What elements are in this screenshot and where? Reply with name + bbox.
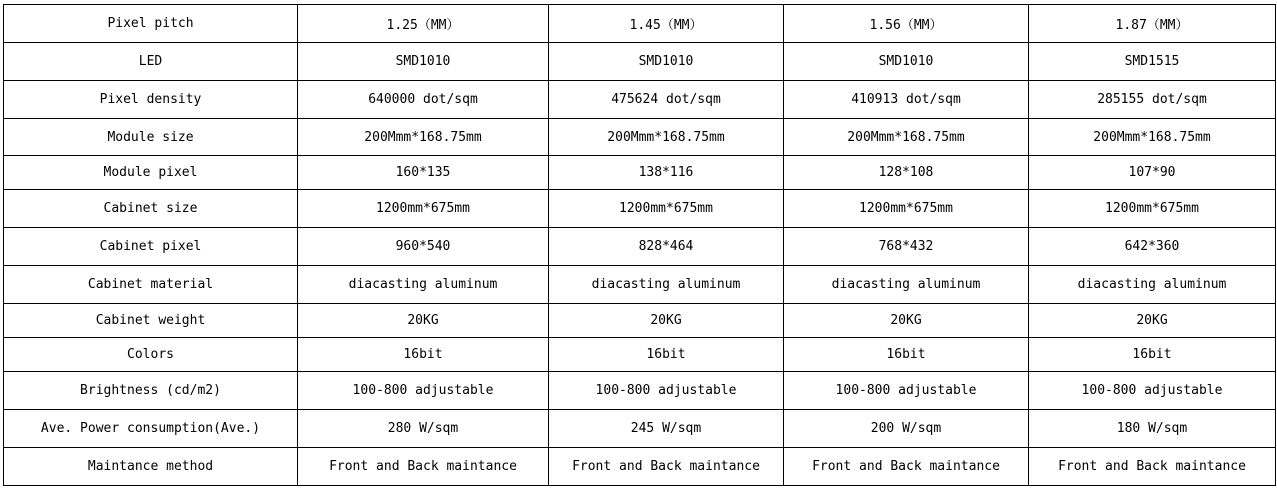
cell-value: Front and Back maintance bbox=[784, 448, 1029, 486]
cell-value: 280 W/sqm bbox=[298, 410, 549, 448]
cell-value: 642*360 bbox=[1029, 228, 1276, 266]
cell-value: 20KG bbox=[549, 304, 784, 338]
row-label: Cabinet weight bbox=[4, 304, 298, 338]
cell-value: diacasting aluminum bbox=[549, 266, 784, 304]
table-row bbox=[4, 448, 1276, 486]
table-row bbox=[4, 304, 1276, 338]
cell-value: 828*464 bbox=[549, 228, 784, 266]
cell-value: diacasting aluminum bbox=[784, 266, 1029, 304]
table-row bbox=[4, 81, 1276, 119]
cell-value: 1.87（MM） bbox=[1029, 5, 1276, 43]
row-label: Cabinet pixel bbox=[4, 228, 298, 266]
cell-value: 285155 dot/sqm bbox=[1029, 81, 1276, 119]
cell-value: 200 W/sqm bbox=[784, 410, 1029, 448]
cell-value: Front and Back maintance bbox=[1029, 448, 1276, 486]
row-label: Pixel density bbox=[4, 81, 298, 119]
cell-value: 180 W/sqm bbox=[1029, 410, 1276, 448]
table-row bbox=[4, 410, 1276, 448]
cell-value: 128*108 bbox=[784, 156, 1029, 190]
cell-value: 1200mm*675mm bbox=[549, 190, 784, 228]
cell-value: 200Mmm*168.75mm bbox=[1029, 119, 1276, 156]
cell-value: 1200mm*675mm bbox=[1029, 190, 1276, 228]
table-row bbox=[4, 119, 1276, 156]
row-label: Ave. Power consumption(Ave.) bbox=[4, 410, 298, 448]
row-label: Pixel pitch bbox=[4, 5, 298, 43]
cell-value: 640000 dot/sqm bbox=[298, 81, 549, 119]
cell-value: SMD1010 bbox=[298, 43, 549, 81]
cell-value: Front and Back maintance bbox=[298, 448, 549, 486]
row-label: Colors bbox=[4, 338, 298, 372]
cell-value: 138*116 bbox=[549, 156, 784, 190]
cell-value: diacasting aluminum bbox=[1029, 266, 1276, 304]
spec-table bbox=[3, 4, 1276, 486]
row-label: Module size bbox=[4, 119, 298, 156]
cell-value: 100-800 adjustable bbox=[549, 372, 784, 410]
cell-value: 245 W/sqm bbox=[549, 410, 784, 448]
cell-value: 16bit bbox=[549, 338, 784, 372]
table-row bbox=[4, 372, 1276, 410]
cell-value: SMD1010 bbox=[549, 43, 784, 81]
cell-value: 100-800 adjustable bbox=[784, 372, 1029, 410]
cell-value: 960*540 bbox=[298, 228, 549, 266]
cell-value: 100-800 adjustable bbox=[1029, 372, 1276, 410]
cell-value: Front and Back maintance bbox=[549, 448, 784, 486]
cell-value: 16bit bbox=[784, 338, 1029, 372]
cell-value: 200Mmm*168.75mm bbox=[549, 119, 784, 156]
cell-value: 1200mm*675mm bbox=[784, 190, 1029, 228]
cell-value: 1.45（MM） bbox=[549, 5, 784, 43]
cell-value: 200Mmm*168.75mm bbox=[298, 119, 549, 156]
cell-value: 1200mm*675mm bbox=[298, 190, 549, 228]
cell-value: 20KG bbox=[1029, 304, 1276, 338]
row-label: Maintance method bbox=[4, 448, 298, 486]
table-row bbox=[4, 228, 1276, 266]
cell-value: 768*432 bbox=[784, 228, 1029, 266]
cell-value: 20KG bbox=[298, 304, 549, 338]
cell-value: 20KG bbox=[784, 304, 1029, 338]
cell-value: 200Mmm*168.75mm bbox=[784, 119, 1029, 156]
cell-value: SMD1010 bbox=[784, 43, 1029, 81]
table-row bbox=[4, 338, 1276, 372]
cell-value: 160*135 bbox=[298, 156, 549, 190]
cell-value: 16bit bbox=[1029, 338, 1276, 372]
cell-value: 16bit bbox=[298, 338, 549, 372]
row-label: Cabinet material bbox=[4, 266, 298, 304]
table-row bbox=[4, 43, 1276, 81]
table-row bbox=[4, 266, 1276, 304]
row-label: Module pixel bbox=[4, 156, 298, 190]
cell-value: 100-800 adjustable bbox=[298, 372, 549, 410]
table-row bbox=[4, 5, 1276, 43]
row-label: Cabinet size bbox=[4, 190, 298, 228]
row-label: LED bbox=[4, 43, 298, 81]
cell-value: 410913 dot/sqm bbox=[784, 81, 1029, 119]
cell-value: 1.25（MM） bbox=[298, 5, 549, 43]
cell-value: diacasting aluminum bbox=[298, 266, 549, 304]
cell-value: 107*90 bbox=[1029, 156, 1276, 190]
table-row bbox=[4, 190, 1276, 228]
table-row bbox=[4, 156, 1276, 190]
row-label: Brightness (cd/m2) bbox=[4, 372, 298, 410]
cell-value: 1.56（MM） bbox=[784, 5, 1029, 43]
cell-value: 475624 dot/sqm bbox=[549, 81, 784, 119]
cell-value: SMD1515 bbox=[1029, 43, 1276, 81]
